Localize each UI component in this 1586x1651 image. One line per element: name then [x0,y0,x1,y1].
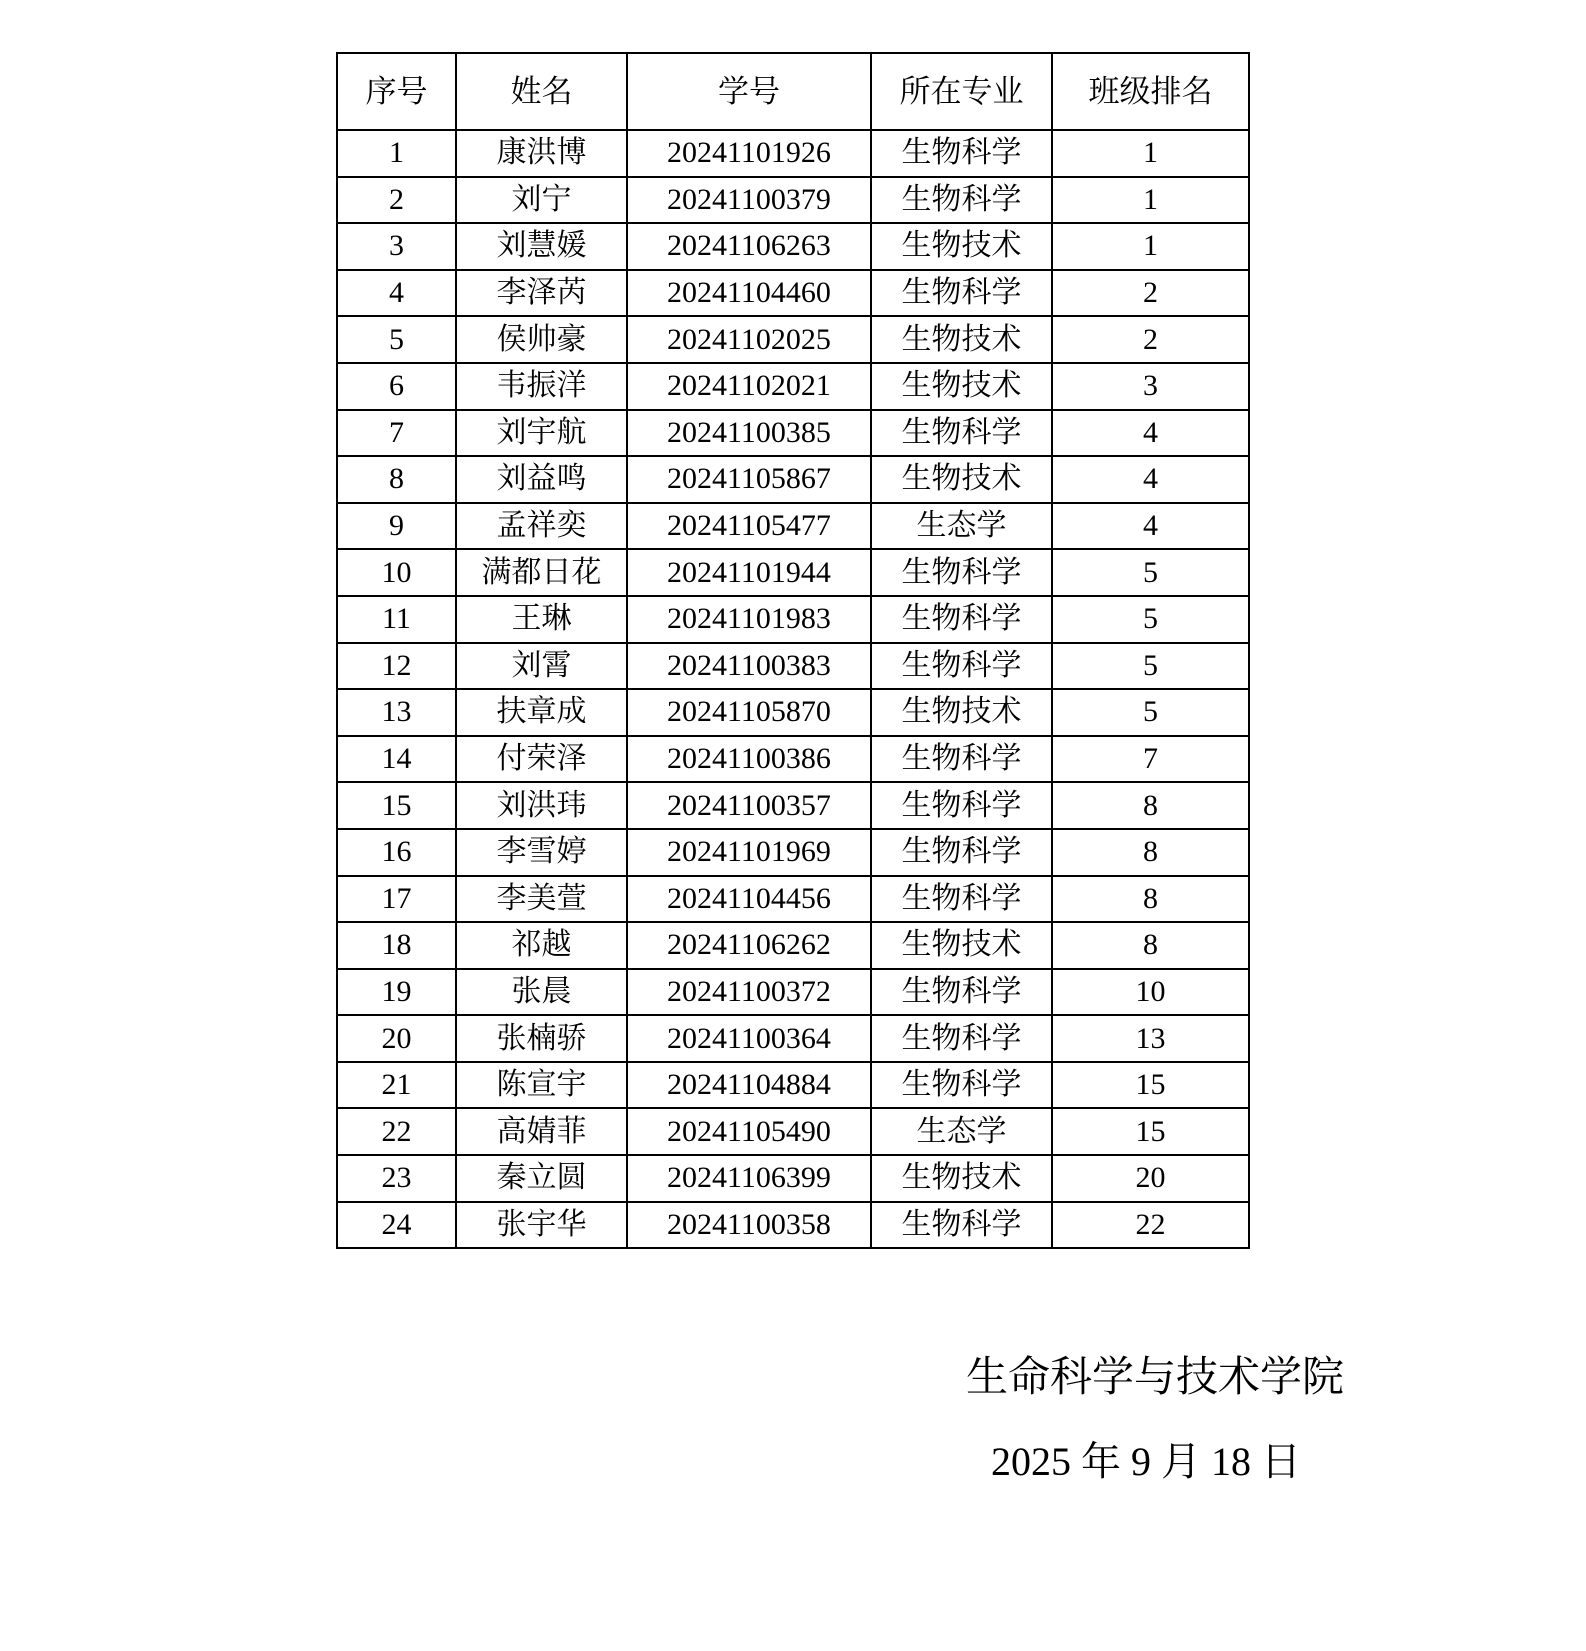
cell-major: 生物科学 [871,1062,1052,1109]
table-row [337,410,1249,457]
cell-rank: 5 [1052,643,1249,690]
col-header-rank: 班级排名 [1052,53,1249,130]
cell-student-id: 20241102021 [627,363,871,410]
table-row [337,456,1249,503]
cell-rank: 22 [1052,1202,1249,1249]
cell-student-id: 20241100364 [627,1015,871,1062]
cell-student-id: 20241101926 [627,130,871,177]
cell-name: 祁越 [456,922,627,969]
cell-student-id: 20241105867 [627,456,871,503]
cell-index: 22 [337,1108,456,1155]
table-row [337,363,1249,410]
date-line: 2025 年 9 月 18 日 [991,1439,1301,1484]
cell-rank: 8 [1052,782,1249,829]
cell-name: 张晨 [456,969,627,1016]
cell-student-id: 20241104884 [627,1062,871,1109]
cell-rank: 5 [1052,596,1249,643]
cell-index: 10 [337,549,456,596]
cell-rank: 1 [1052,177,1249,224]
cell-student-id: 20241104456 [627,876,871,923]
table-header-row [337,53,1249,130]
cell-name: 刘宇航 [456,410,627,457]
cell-student-id: 20241102025 [627,316,871,363]
cell-student-id: 20241100386 [627,736,871,783]
col-header-name: 姓名 [456,53,627,130]
table-row [337,969,1249,1016]
cell-name: 侯帅豪 [456,316,627,363]
table-row [337,1108,1249,1155]
cell-index: 17 [337,876,456,923]
cell-index: 11 [337,596,456,643]
cell-major: 生物技术 [871,1155,1052,1202]
signature-line: 生命科学与技术学院 [966,1355,1345,1401]
cell-rank: 10 [1052,969,1249,1016]
cell-major: 生物科学 [871,1015,1052,1062]
cell-rank: 5 [1052,689,1249,736]
cell-major: 生物科学 [871,596,1052,643]
cell-student-id: 20241100383 [627,643,871,690]
col-header-index: 序号 [337,53,456,130]
cell-major: 生物科学 [871,177,1052,224]
cell-student-id: 20241101983 [627,596,871,643]
cell-index: 1 [337,130,456,177]
col-header-major: 所在专业 [871,53,1052,130]
cell-index: 6 [337,363,456,410]
cell-major: 生物科学 [871,736,1052,783]
cell-name: 李美萱 [456,876,627,923]
cell-name: 秦立圆 [456,1155,627,1202]
cell-rank: 1 [1052,130,1249,177]
cell-index: 8 [337,456,456,503]
table-row [337,689,1249,736]
cell-major: 生物技术 [871,922,1052,969]
cell-major: 生物科学 [871,410,1052,457]
cell-index: 15 [337,782,456,829]
cell-student-id: 20241101969 [627,829,871,876]
cell-student-id: 20241105490 [627,1108,871,1155]
cell-rank: 2 [1052,270,1249,317]
cell-index: 3 [337,223,456,270]
cell-name: 高婧菲 [456,1108,627,1155]
cell-rank: 4 [1052,410,1249,457]
table-row [337,549,1249,596]
cell-student-id: 20241106399 [627,1155,871,1202]
cell-rank: 1 [1052,223,1249,270]
cell-rank: 8 [1052,922,1249,969]
cell-student-id: 20241100358 [627,1202,871,1249]
cell-index: 2 [337,177,456,224]
cell-major: 生物技术 [871,456,1052,503]
cell-rank: 8 [1052,876,1249,923]
cell-name: 李雪婷 [456,829,627,876]
cell-name: 刘慧媛 [456,223,627,270]
cell-major: 生物技术 [871,223,1052,270]
table-row [337,736,1249,783]
cell-student-id: 20241104460 [627,270,871,317]
cell-name: 陈宣宇 [456,1062,627,1109]
table-row [337,503,1249,550]
cell-rank: 20 [1052,1155,1249,1202]
cell-name: 孟祥奕 [456,503,627,550]
cell-major: 生物科学 [871,549,1052,596]
cell-index: 23 [337,1155,456,1202]
cell-student-id: 20241100379 [627,177,871,224]
cell-major: 生物科学 [871,130,1052,177]
cell-student-id: 20241106262 [627,922,871,969]
table-row [337,1062,1249,1109]
cell-index: 16 [337,829,456,876]
table-body [337,130,1249,1248]
cell-major: 生物科学 [871,270,1052,317]
table-row [337,177,1249,224]
cell-student-id: 20241105477 [627,503,871,550]
cell-student-id: 20241105870 [627,689,871,736]
table-row [337,876,1249,923]
cell-index: 19 [337,969,456,1016]
cell-name: 韦振洋 [456,363,627,410]
cell-major: 生物科学 [871,829,1052,876]
table-row [337,922,1249,969]
cell-rank: 15 [1052,1062,1249,1109]
cell-student-id: 20241100385 [627,410,871,457]
cell-index: 7 [337,410,456,457]
cell-student-id: 20241101944 [627,549,871,596]
table-row [337,596,1249,643]
cell-major: 生物科学 [871,643,1052,690]
cell-index: 9 [337,503,456,550]
cell-index: 4 [337,270,456,317]
cell-student-id: 20241106263 [627,223,871,270]
cell-name: 刘宁 [456,177,627,224]
cell-student-id: 20241100357 [627,782,871,829]
cell-major: 生物科学 [871,1202,1052,1249]
table-row [337,130,1249,177]
cell-name: 付荣泽 [456,736,627,783]
table-row [337,1155,1249,1202]
cell-index: 12 [337,643,456,690]
cell-index: 14 [337,736,456,783]
cell-major: 生物科学 [871,876,1052,923]
table-row [337,223,1249,270]
table-header [337,53,1249,130]
table-row [337,316,1249,363]
cell-rank: 2 [1052,316,1249,363]
cell-major: 生物技术 [871,363,1052,410]
cell-index: 5 [337,316,456,363]
cell-name: 满都日花 [456,549,627,596]
cell-rank: 15 [1052,1108,1249,1155]
cell-index: 24 [337,1202,456,1249]
cell-major: 生物科学 [871,969,1052,1016]
cell-name: 李泽芮 [456,270,627,317]
cell-major: 生物技术 [871,316,1052,363]
cell-rank: 4 [1052,456,1249,503]
cell-rank: 13 [1052,1015,1249,1062]
table-row [337,1015,1249,1062]
col-header-student-id: 学号 [627,53,871,130]
cell-major: 生态学 [871,503,1052,550]
cell-index: 18 [337,922,456,969]
cell-name: 刘霄 [456,643,627,690]
cell-name: 张楠骄 [456,1015,627,1062]
cell-major: 生态学 [871,1108,1052,1155]
cell-rank: 3 [1052,363,1249,410]
table-row [337,829,1249,876]
cell-index: 21 [337,1062,456,1109]
table-row [337,270,1249,317]
cell-name: 扶章成 [456,689,627,736]
cell-name: 张宇华 [456,1202,627,1249]
cell-major: 生物科学 [871,782,1052,829]
cell-rank: 5 [1052,549,1249,596]
table-row [337,643,1249,690]
cell-name: 刘益鸣 [456,456,627,503]
table-row [337,1202,1249,1249]
table-row [337,782,1249,829]
students-table [336,52,1250,1249]
cell-name: 康洪博 [456,130,627,177]
cell-rank: 4 [1052,503,1249,550]
cell-major: 生物技术 [871,689,1052,736]
cell-index: 20 [337,1015,456,1062]
cell-student-id: 20241100372 [627,969,871,1016]
cell-name: 王琳 [456,596,627,643]
cell-rank: 7 [1052,736,1249,783]
cell-rank: 8 [1052,829,1249,876]
cell-name: 刘洪玮 [456,782,627,829]
cell-index: 13 [337,689,456,736]
